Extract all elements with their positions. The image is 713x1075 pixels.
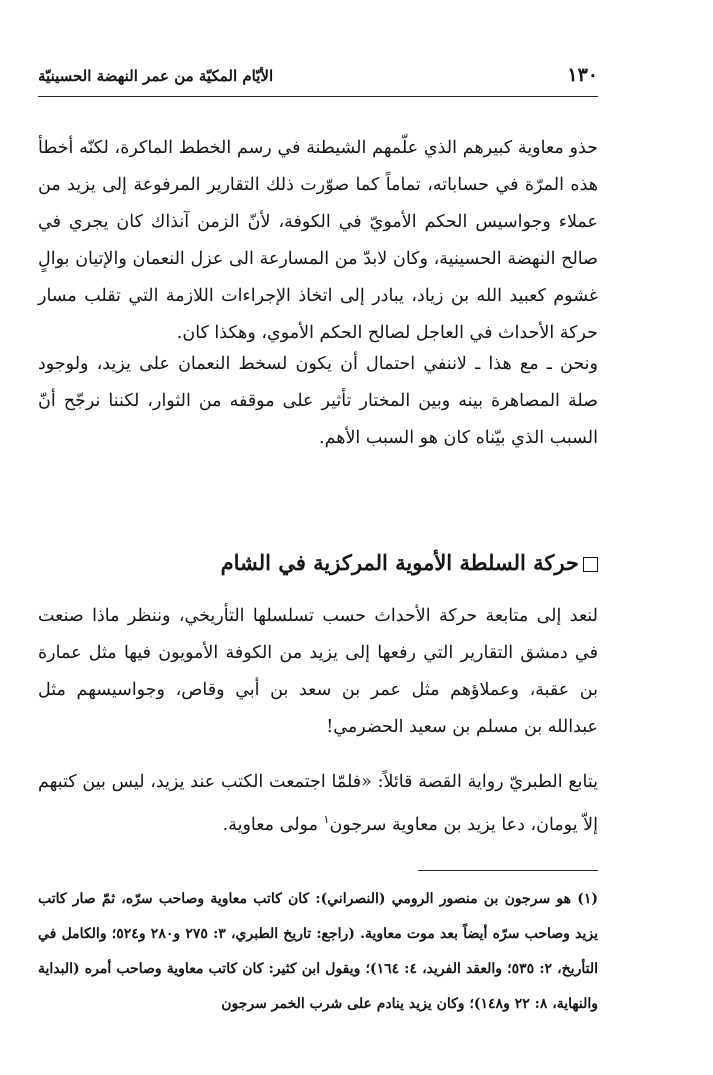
paragraph-text: ونحن ـ مع هذا ـ لاننفي احتمال أن يكون لسخط النعمان على يزيد، ولوجود صلة المصاهرة بينه وبين المختار تأثير على موقفه من الثوار، لكننا نرجّح أنّ السبب الذي بيّناه كان هو السبب الأهم. xyxy=(38,354,598,448)
footnote-text: (١) هو سرجون بن منصور الرومي (النصراني): كان كاتب معاوية وصاحب سرّه، ثمّ صار كاتب يزيد وصاحب سرّه أيضاً بعد موت معاوية. (راجع: تاريخ الطبري، ٣: ٢٧٥ و٢٨٠ و٥٢٤؛ والكامل في التأريخ، ٢: ٥٣٥؛ والعقد الفريد، ٤: ١٦٤)؛ ويقول ابن كثير: كان كاتب معاوية وصاحب أمره (البداية والنهاية، ٨: ٢٢ و١٤٨)؛ وكان يزيد ينادم على شرب الخمر سرجون xyxy=(38,891,599,1012)
paragraph xyxy=(38,764,598,844)
paragraph xyxy=(38,346,598,457)
paragraph-text-end: مولى معاوية. xyxy=(222,814,324,835)
footnote-reference[interactable]: ١ xyxy=(323,813,330,826)
paragraph-text-start: يتابع الطبريّ رواية القصة قائلاً: «فلمّا اجتمعت الكتب عند يزيد، ليس بين كتبهم إلاّ يومان، دعا يزيد بن معاوية سرجون xyxy=(38,772,598,835)
paragraph-text: حذو معاوية كبيرهم الذي علّمهم الشيطنة في رسم الخطط الماكرة، لكنّه أخطأ هذه المرّة في حساباته، تماماً كما صوّرت ذلك التقارير المرفوعة إلى يزيد من عملاء وجواسيس الحكم الأمويّ في الكوفة، لأنّ الزمن آنذاك كان يجري في صالح النهضة الحسينية، وكان لابدّ من المسارعة الى عزل النعمان والإتيان بوالٍ غشوم كعبيد الله بن زياد، يبادر إلى اتخاذ الإجراءات اللازمة التي تقلب مسار حركة الأحداث في العاجل لصالح الحكم الأموي، وهكذا كان. xyxy=(38,138,598,343)
page-number: ١٣٠ xyxy=(567,64,598,86)
section-heading-text: حركة السلطة الأموية المركزية في الشام xyxy=(220,550,579,575)
paragraph-text: لنعد إلى متابعة حركة الأحداث حسب تسلسلها التأريخي، وننظر ماذا صنعت في دمشق التقارير التي رفعها إلى يزيد من الكوفة الأمويون فيها مثل عمارة بن عقبة، وعملاؤهم مثل عمر بن سعد بن أبي وقاص، وجواسيسهم مثل عبدالله بن مسلم بن سعيد الحضرمي! xyxy=(38,606,598,737)
square-bullet-icon xyxy=(583,557,598,572)
running-title: الأيّام المكيّة من عمر النهضة الحسينيّة xyxy=(38,67,274,85)
paragraph xyxy=(38,130,598,352)
section-heading xyxy=(221,550,598,575)
page-header xyxy=(38,62,598,97)
footnote-separator xyxy=(418,870,598,871)
paragraph xyxy=(38,598,598,746)
footnote xyxy=(38,882,598,1022)
paragraph-text xyxy=(38,764,598,844)
